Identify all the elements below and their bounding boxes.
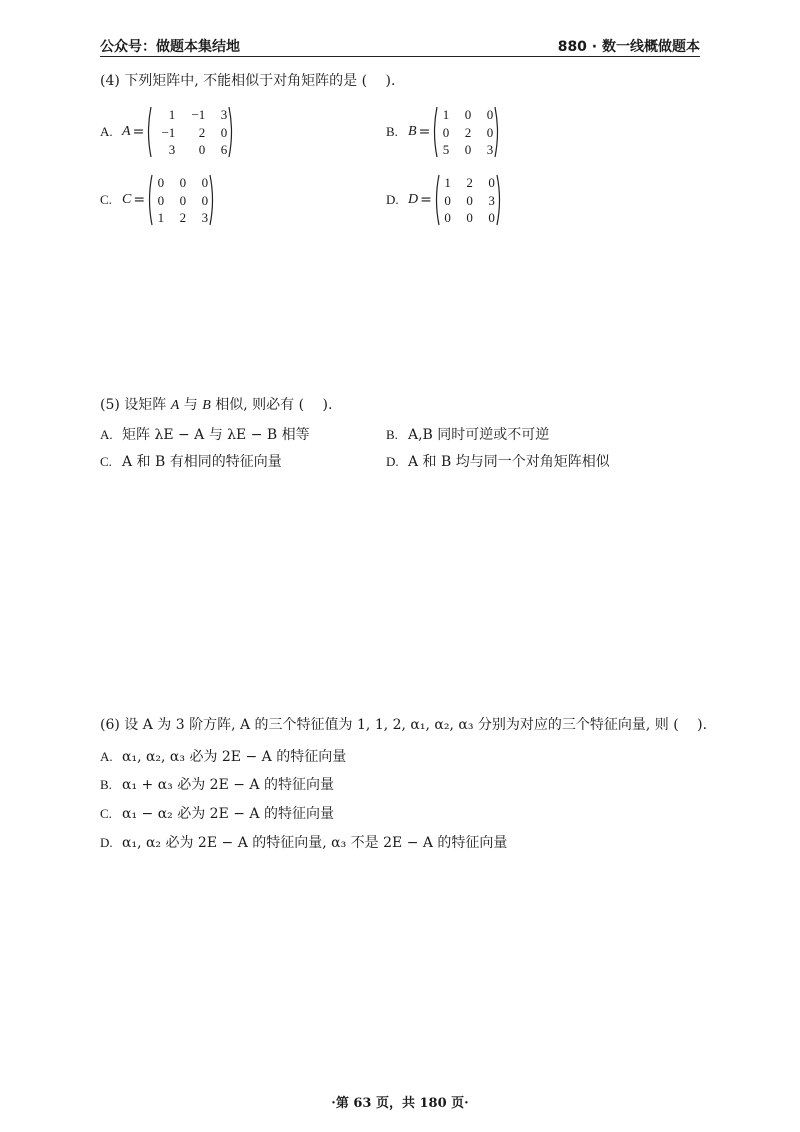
- option-label: D.: [386, 454, 399, 469]
- question-6-stem: (6) 设 A 为 3 阶方阵, A 的三个特征值为 1, 1, 2, α₁, α₂, α₃ 分别为对应的三个特征向量, 则 ( ).: [100, 717, 708, 733]
- matrix-cell: 0: [466, 210, 473, 225]
- matrix-c: [147, 174, 215, 226]
- option-label: B.: [386, 124, 398, 139]
- matrix-cell: 0: [486, 107, 494, 122]
- option-label: A.: [100, 427, 113, 442]
- matrix-name: B: [408, 124, 417, 139]
- q5-option-b[interactable]: [386, 426, 549, 444]
- matrix-cell: 1: [157, 210, 165, 225]
- matrix-cell: −1: [161, 124, 176, 140]
- option-label: A.: [100, 124, 113, 139]
- question-5-stem: (5) 设矩阵 A 与 B 相似, 则必有 ( ).: [100, 397, 333, 413]
- matrix-cell: 2: [466, 175, 473, 190]
- matrix-cell: 0: [464, 142, 472, 157]
- matrix-cell: 1: [444, 175, 451, 190]
- option-text: 矩阵 λE − A 与 λE − B 相等: [122, 427, 310, 443]
- option-text: A,B 同时可逆或不可逆: [408, 427, 550, 443]
- matrix-name: A: [122, 124, 131, 139]
- matrix-cell: 0: [201, 192, 209, 208]
- option-label: D.: [386, 192, 399, 207]
- matrix-cell: 0: [466, 192, 473, 208]
- matrix-cell: 6: [220, 142, 228, 157]
- q6-option-b[interactable]: [100, 776, 334, 794]
- q6-option-d[interactable]: [100, 834, 507, 852]
- option-text: α₁, α₂, α₃ 必为 2E − A 的特征向量: [122, 749, 347, 765]
- option-text: α₁, α₂ 必为 2E − A 的特征向量, α₃ 不是 2E − A 的特征向量: [122, 835, 508, 851]
- q6-option-a[interactable]: [100, 748, 346, 766]
- matrix-cell: 3: [168, 142, 176, 157]
- matrix-cell: 0: [157, 192, 165, 208]
- q4-option-b[interactable]: B. B = 1 0 0 0 2 0 5 0 3: [386, 106, 500, 158]
- option-text: α₁ − α₂ 必为 2E − A 的特征向量: [122, 806, 334, 822]
- matrix-cell: 0: [179, 175, 187, 190]
- matrix-cell: 0: [488, 210, 495, 225]
- option-label: D.: [100, 835, 113, 850]
- option-text: A 和 B 有相同的特征向量: [122, 454, 282, 470]
- q5-option-d[interactable]: [386, 453, 610, 471]
- matrix-cell: 2: [198, 124, 206, 140]
- option-label: C.: [100, 806, 112, 821]
- option-label: C.: [100, 454, 112, 469]
- q4-option-a[interactable]: A. A = 1 −1 3 −1 2 0 3 0 6: [100, 106, 234, 158]
- q6-option-c[interactable]: [100, 805, 334, 823]
- option-label: B.: [100, 777, 112, 792]
- matrix-cell: 0: [486, 124, 494, 140]
- q5-option-c[interactable]: [100, 453, 282, 471]
- matrix-cell: 0: [220, 124, 228, 140]
- header-source: 公众号：做题本集结地: [100, 39, 240, 55]
- matrix-cell: 2: [464, 124, 472, 140]
- option-label: C.: [100, 192, 112, 207]
- matrix-cell: 0: [464, 107, 472, 122]
- q4-option-d[interactable]: D. D = 1 2 0 0 0 3 0 0 0: [386, 174, 502, 226]
- matrix-name: D: [408, 192, 419, 207]
- matrix-cell: 3: [488, 192, 495, 208]
- question-4-stem: (4) 下列矩阵中, 不能相似于对角矩阵的是 ( ).: [100, 73, 396, 89]
- matrix-cell: 1: [442, 107, 450, 122]
- matrix-cell: −1: [191, 107, 206, 122]
- matrix-cell: 0: [488, 175, 495, 190]
- page-header: [100, 36, 700, 57]
- matrix-cell: 0: [444, 192, 451, 208]
- matrix-cell: 2: [179, 210, 187, 225]
- option-label: B.: [386, 427, 398, 442]
- page-footer: ·第 63 页，共 180 页·: [331, 1096, 469, 1111]
- matrix-cell: 0: [157, 175, 165, 190]
- q5-option-a[interactable]: [100, 426, 310, 444]
- q4-option-c[interactable]: C. C = 0 0 0 0 0 0 1 2 3: [100, 174, 215, 226]
- option-label: A.: [100, 749, 113, 764]
- matrix-cell: 0: [442, 124, 450, 140]
- matrix-cell: 0: [444, 210, 451, 225]
- matrix-cell: 3: [220, 107, 228, 122]
- option-text: A 和 B 均与同一个对角矩阵相似: [408, 454, 610, 470]
- matrix-d: [434, 174, 502, 226]
- matrix-cell: 3: [201, 210, 209, 225]
- matrix-cell: 3: [486, 142, 494, 157]
- matrix-b: [432, 106, 500, 158]
- matrix-cell: 0: [201, 175, 209, 190]
- matrix-cell: 1: [168, 107, 176, 122]
- matrix-name: C: [122, 192, 132, 207]
- matrix-a: [146, 106, 234, 158]
- option-text: α₁ + α₃ 必为 2E − A 的特征向量: [122, 777, 334, 793]
- matrix-cell: 0: [179, 192, 187, 208]
- matrix-cell: 0: [198, 142, 206, 157]
- matrix-cell: 5: [442, 142, 450, 157]
- header-book-title: 880 · 数一线概做题本: [557, 39, 700, 55]
